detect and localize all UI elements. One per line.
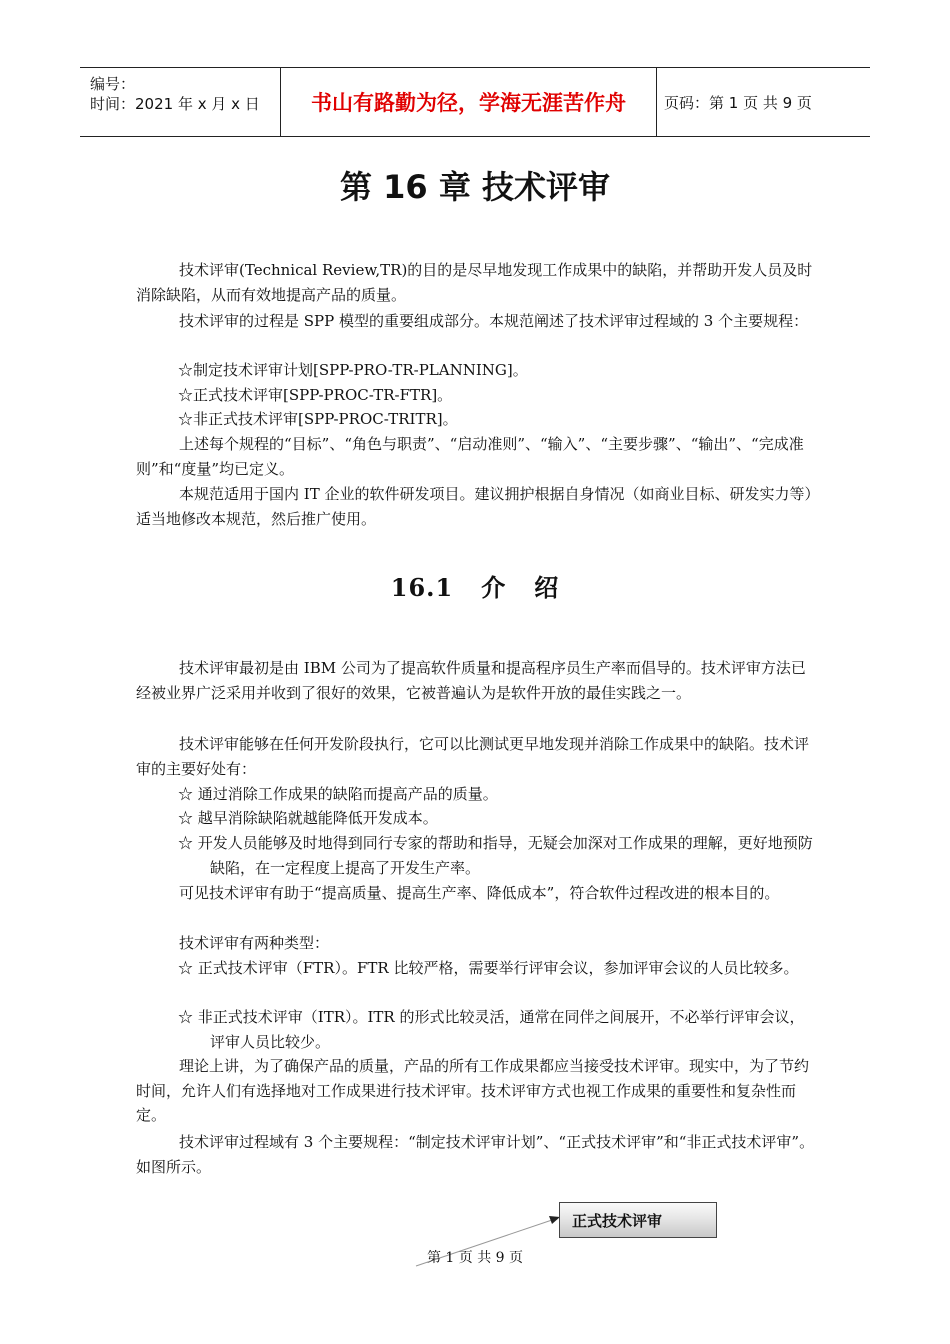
header-motto: 书山有路勤为径，学海无涯苦作舟 [280,68,657,136]
intro-paragraph-3: 上述每个规程的“目标”、“角色与职责”、“启动准则”、“输入”、“主要步骤”、“输出”、“完成准则”和“度量”均已定义。 [136,435,804,478]
intro-list-item-1: ☆制定技术评审计划[SPP-PRO-TR-PLANNING]。 [178,361,528,379]
header-meta [80,68,280,136]
intro-paragraph-2: 技术评审的过程是 SPP 模型的重要组成部分。本规范阐述了技术评审过程域的 3 个主要规程： [179,312,809,330]
body-paragraph-3: 可见技术评审有助于“提高质量、提高生产率、降低成本”，符合软件过程改进的根本目的。 [179,884,780,902]
review-type-itr: ☆ 非正式技术评审（ITR）。ITR 的形式比较灵活，通常在同伴之间展开，不必举行评审会议，评审人员比较少。 [178,1008,805,1051]
body-paragraph-5: 理论上讲，为了确保产品的质量，产品的所有工作成果都应当接受技术评审。现实中，为了节约时间，允许人们有选择地对工作成果进行技术评审。技术评审方式也视工作成果的重要性和复杂性而定。 [136,1057,810,1124]
body-paragraph-6: 技术评审过程域有 3 个主要规程：“制定技术评审计划”、“正式技术评审”和“非正式技术评审”。如图所示。 [136,1133,815,1176]
diagram-box-formal-review: 正式技术评审 [559,1202,717,1238]
section-title-part-2: 绍 [534,573,560,602]
intro-paragraph-1: 技术评审(Technical Review,TR)的目的是尽早地发现工作成果中的缺陷，并帮助开发人员及时消除缺陷，从而有效地提高产品的质量。 [136,261,813,304]
intro-list-item-2: ☆正式技术评审[SPP-PROC-TR-FTR]。 [178,386,453,404]
benefit-item-3: ☆ 开发人员能够及时地得到同行专家的帮助和指导，无疑会加深对工作成果的理解，更好地预防缺陷，在一定程度上提高了开发生产率。 [178,834,813,877]
intro-list-item-3: ☆非正式技术评审[SPP-PROC-TRITR]。 [178,410,458,428]
intro-paragraph-4: 本规范适用于国内 IT 企业的软件研发项目。建议拥护根据自身情况（如商业目标、研发实力等）适当地修改本规范，然后推广使用。 [136,485,812,528]
section-number: 16.1 [390,573,454,602]
section-title-part-1: 介 [481,573,507,602]
page-header [80,67,870,137]
benefit-item-1: ☆ 通过消除工作成果的缺陷而提高产品的质量。 [178,785,498,803]
review-type-ftr: ☆ 正式技术评审（FTR）。FTR 比较严格，需要举行评审会议，参加评审会议的人员比较多。 [178,959,799,977]
section-title [0,568,950,603]
time-label: 时间：2021 年 x 月 x 日 [90,95,260,113]
body-paragraph-1: 技术评审最初是由 IBM 公司为了提高软件质量和提高程序员生产率而倡导的。技术评审方法已经被业界广泛采用并收到了很好的效果，它被普遍认为是软件开放的最佳实践之一。 [136,659,806,702]
benefit-item-2: ☆ 越早消除缺陷就越能降低开发成本。 [178,809,438,827]
number-label: 编号： [90,75,136,93]
body-paragraph-2: 技术评审能够在任何开发阶段执行，它可以比测试更早地发现并消除工作成果中的缺陷。技术评审的主要好处有： [136,735,810,778]
header-page-info: 页码：第 1 页 共 9 页 [664,93,812,112]
page-footer: 第 1 页 共 9 页 [426,1250,524,1266]
chapter-title: 第 16 章 技术评审 [340,168,610,206]
body-paragraph-4: 技术评审有两种类型： [179,934,330,952]
